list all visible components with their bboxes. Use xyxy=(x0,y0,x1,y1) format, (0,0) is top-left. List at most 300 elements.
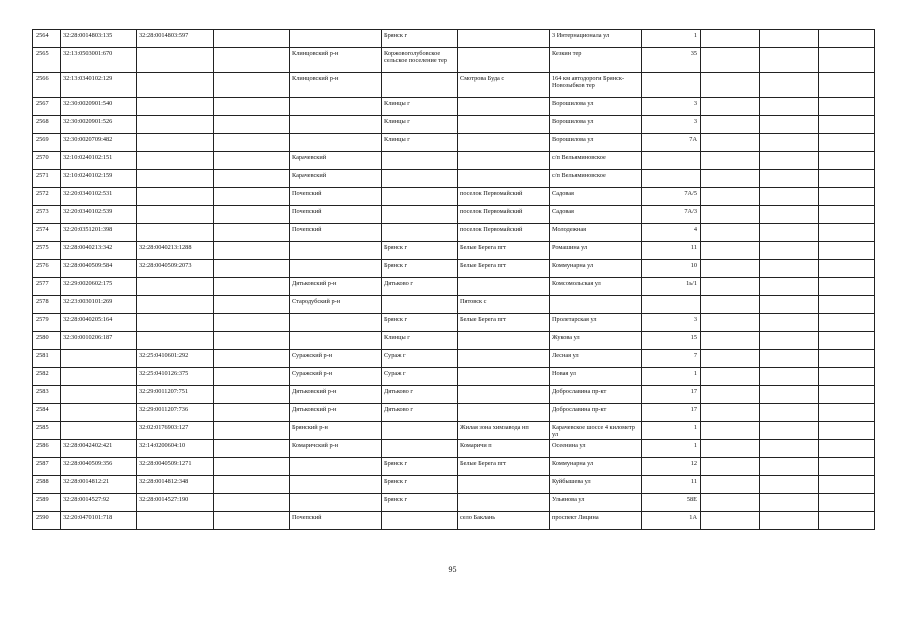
city-cell xyxy=(382,73,458,98)
table-row xyxy=(33,350,875,368)
district-cell xyxy=(290,332,382,350)
house-number xyxy=(642,170,701,188)
cadastral-number-2: 32:25:0410601:292 xyxy=(137,350,214,368)
cadastral-number-2 xyxy=(137,98,214,116)
cadastral-number-2 xyxy=(137,314,214,332)
empty-cell xyxy=(214,30,290,48)
house-number: 1А xyxy=(642,512,701,530)
district-cell: Карачевский xyxy=(290,170,382,188)
house-number: 17 xyxy=(642,386,701,404)
city-cell: Сураж г xyxy=(382,368,458,386)
empty-cell xyxy=(214,188,290,206)
document-sheet xyxy=(32,29,875,530)
empty-cell xyxy=(701,368,760,386)
empty-cell xyxy=(214,332,290,350)
empty-cell xyxy=(214,152,290,170)
cadastral-number: 32:30:0020901:540 xyxy=(61,98,137,116)
house-number: 7А/3 xyxy=(642,206,701,224)
empty-cell xyxy=(819,332,875,350)
empty-cell xyxy=(214,260,290,278)
empty-cell xyxy=(760,368,819,386)
cadastral-number: 32:13:0503001:670 xyxy=(61,48,137,73)
table-row xyxy=(33,278,875,296)
house-number: 35 xyxy=(642,48,701,73)
house-number: 7 xyxy=(642,350,701,368)
city-cell xyxy=(382,440,458,458)
house-number: 58Е xyxy=(642,494,701,512)
empty-cell xyxy=(701,512,760,530)
row-number: 2566 xyxy=(33,73,61,98)
empty-cell xyxy=(819,422,875,440)
row-number: 2588 xyxy=(33,476,61,494)
district-cell: Дятьковский р-н xyxy=(290,386,382,404)
cadastral-number: 32:30:0020901:526 xyxy=(61,116,137,134)
city-cell: Брянск г xyxy=(382,242,458,260)
district-cell: Карачевский xyxy=(290,152,382,170)
settlement-cell: Белые Берега пгт xyxy=(458,458,550,476)
house-number xyxy=(642,152,701,170)
empty-cell xyxy=(701,440,760,458)
cadastral-number-2: 32:14:0200604:10 xyxy=(137,440,214,458)
empty-cell xyxy=(701,30,760,48)
row-number: 2567 xyxy=(33,98,61,116)
city-cell xyxy=(382,224,458,242)
cadastral-number xyxy=(61,350,137,368)
district-cell: Почепский xyxy=(290,188,382,206)
street-cell: Ромашина ул xyxy=(550,242,642,260)
district-cell xyxy=(290,134,382,152)
row-number: 2573 xyxy=(33,206,61,224)
settlement-cell: поселок Первомайский xyxy=(458,188,550,206)
empty-cell xyxy=(819,30,875,48)
street-cell: Доброславина пр-кт xyxy=(550,386,642,404)
table-row xyxy=(33,98,875,116)
empty-cell xyxy=(760,314,819,332)
city-cell: Брянск г xyxy=(382,30,458,48)
row-number: 2572 xyxy=(33,188,61,206)
street-cell: Осеенина ул xyxy=(550,440,642,458)
empty-cell xyxy=(701,422,760,440)
house-number: 1 xyxy=(642,30,701,48)
house-number xyxy=(642,73,701,98)
street-cell: Молодежная xyxy=(550,224,642,242)
city-cell: Дятьково г xyxy=(382,404,458,422)
cadastral-number xyxy=(61,386,137,404)
table-row xyxy=(33,242,875,260)
table-row xyxy=(33,48,875,73)
empty-cell xyxy=(760,206,819,224)
house-number: 3 xyxy=(642,116,701,134)
empty-cell xyxy=(214,98,290,116)
table-row xyxy=(33,116,875,134)
district-cell xyxy=(290,116,382,134)
table-row xyxy=(33,30,875,48)
empty-cell xyxy=(760,296,819,314)
district-cell: Стародубский р-н xyxy=(290,296,382,314)
empty-cell xyxy=(214,458,290,476)
cadastral-number-2: 32:02:0176903:127 xyxy=(137,422,214,440)
row-number: 2576 xyxy=(33,260,61,278)
empty-cell xyxy=(760,260,819,278)
cadastral-number: 32:10:0240102:151 xyxy=(61,152,137,170)
street-cell: Карачевское шоссе 4 километр ул xyxy=(550,422,642,440)
house-number: 12 xyxy=(642,458,701,476)
empty-cell xyxy=(819,368,875,386)
empty-cell xyxy=(214,73,290,98)
city-cell: Дятьково г xyxy=(382,278,458,296)
cadastral-number: 32:20:0340102:539 xyxy=(61,206,137,224)
table-row xyxy=(33,296,875,314)
house-number: 3 xyxy=(642,98,701,116)
empty-cell xyxy=(214,134,290,152)
empty-cell xyxy=(214,314,290,332)
empty-cell xyxy=(701,494,760,512)
empty-cell xyxy=(819,242,875,260)
cadastral-number: 32:28:0040509:584 xyxy=(61,260,137,278)
empty-cell xyxy=(701,404,760,422)
street-cell: с/п Вельяминовское xyxy=(550,152,642,170)
row-number: 2569 xyxy=(33,134,61,152)
street-cell: Ворошилова ул xyxy=(550,134,642,152)
table-row xyxy=(33,386,875,404)
empty-cell xyxy=(819,386,875,404)
settlement-cell xyxy=(458,368,550,386)
district-cell: Почепский xyxy=(290,512,382,530)
empty-cell xyxy=(760,332,819,350)
city-cell xyxy=(382,206,458,224)
row-number: 2583 xyxy=(33,386,61,404)
settlement-cell: Белые Берега пгт xyxy=(458,314,550,332)
cadastral-number-2 xyxy=(137,152,214,170)
table-row xyxy=(33,260,875,278)
city-cell: Брянск г xyxy=(382,458,458,476)
empty-cell xyxy=(760,242,819,260)
settlement-cell xyxy=(458,134,550,152)
empty-cell xyxy=(701,476,760,494)
district-cell xyxy=(290,98,382,116)
empty-cell xyxy=(701,386,760,404)
table-row xyxy=(33,152,875,170)
settlement-cell xyxy=(458,404,550,422)
cadastral-number: 32:20:0340102:531 xyxy=(61,188,137,206)
cadastral-number xyxy=(61,368,137,386)
empty-cell xyxy=(214,48,290,73)
settlement-cell xyxy=(458,350,550,368)
table-row xyxy=(33,494,875,512)
cadastral-number-2 xyxy=(137,206,214,224)
cadastral-number-2: 32:28:0040509:1271 xyxy=(137,458,214,476)
street-cell: Куйбышева ул xyxy=(550,476,642,494)
cadastral-number-2 xyxy=(137,278,214,296)
district-cell: Суражский р-н xyxy=(290,368,382,386)
street-cell: Новая ул xyxy=(550,368,642,386)
settlement-cell xyxy=(458,116,550,134)
district-cell xyxy=(290,458,382,476)
cadastral-number: 32:30:0020709:482 xyxy=(61,134,137,152)
page-number: 95 xyxy=(448,565,457,574)
table-row xyxy=(33,440,875,458)
empty-cell xyxy=(701,134,760,152)
empty-cell xyxy=(819,224,875,242)
empty-cell xyxy=(701,73,760,98)
cadastral-number: 32:20:0470101:718 xyxy=(61,512,137,530)
city-cell xyxy=(382,170,458,188)
street-cell: Пролетарская ул xyxy=(550,314,642,332)
empty-cell xyxy=(214,296,290,314)
empty-cell xyxy=(819,73,875,98)
empty-cell xyxy=(214,224,290,242)
table-row xyxy=(33,314,875,332)
settlement-cell: Пятовск с xyxy=(458,296,550,314)
empty-cell xyxy=(819,170,875,188)
empty-cell xyxy=(760,98,819,116)
cadastral-number-2 xyxy=(137,512,214,530)
row-number: 2564 xyxy=(33,30,61,48)
empty-cell xyxy=(819,206,875,224)
registry-table xyxy=(32,29,875,530)
settlement-cell: Жилая зона химзавода нп xyxy=(458,422,550,440)
table-body xyxy=(33,30,875,530)
cadastral-number: 32:13:0340102:129 xyxy=(61,73,137,98)
empty-cell xyxy=(214,278,290,296)
empty-cell xyxy=(214,404,290,422)
house-number: 17 xyxy=(642,404,701,422)
settlement-cell: Белые Берега пгт xyxy=(458,242,550,260)
row-number: 2590 xyxy=(33,512,61,530)
cadastral-number-2: 32:29:0011207:751 xyxy=(137,386,214,404)
empty-cell xyxy=(819,458,875,476)
cadastral-number-2: 32:29:0011207:736 xyxy=(137,404,214,422)
street-cell: Комсомольская ул xyxy=(550,278,642,296)
cadastral-number: 32:30:0010206:187 xyxy=(61,332,137,350)
street-cell: Лесная ул xyxy=(550,350,642,368)
row-number: 2575 xyxy=(33,242,61,260)
cadastral-number-2 xyxy=(137,116,214,134)
empty-cell xyxy=(701,206,760,224)
empty-cell xyxy=(701,170,760,188)
street-cell: Коммунарна ул xyxy=(550,260,642,278)
cadastral-number-2 xyxy=(137,296,214,314)
cadastral-number-2 xyxy=(137,188,214,206)
street-cell xyxy=(550,296,642,314)
city-cell xyxy=(382,296,458,314)
street-cell: Ворошилова ул xyxy=(550,116,642,134)
street-cell: Доброславина пр-кт xyxy=(550,404,642,422)
city-cell xyxy=(382,188,458,206)
city-cell: Дятьково г xyxy=(382,386,458,404)
district-cell xyxy=(290,260,382,278)
district-cell: Клинцовский р-н xyxy=(290,48,382,73)
district-cell xyxy=(290,494,382,512)
settlement-cell xyxy=(458,494,550,512)
table-row xyxy=(33,134,875,152)
empty-cell xyxy=(701,242,760,260)
cadastral-number-2 xyxy=(137,224,214,242)
cadastral-number xyxy=(61,422,137,440)
cadastral-number: 32:28:0040213:342 xyxy=(61,242,137,260)
city-cell: Клинцы г xyxy=(382,116,458,134)
empty-cell xyxy=(819,278,875,296)
street-cell: Ульянова ул xyxy=(550,494,642,512)
empty-cell xyxy=(701,278,760,296)
city-cell: Клинцы г xyxy=(382,98,458,116)
district-cell: Суражский р-н xyxy=(290,350,382,368)
empty-cell xyxy=(214,242,290,260)
table-row xyxy=(33,458,875,476)
empty-cell xyxy=(760,224,819,242)
cadastral-number: 32:23:0030101:269 xyxy=(61,296,137,314)
empty-cell xyxy=(701,188,760,206)
empty-cell xyxy=(819,98,875,116)
empty-cell xyxy=(701,350,760,368)
table-row xyxy=(33,224,875,242)
cadastral-number xyxy=(61,404,137,422)
table-row xyxy=(33,206,875,224)
cadastral-number: 32:28:0014812:21 xyxy=(61,476,137,494)
house-number: 11 xyxy=(642,476,701,494)
district-cell: Брянский р-н xyxy=(290,422,382,440)
city-cell: Брянск г xyxy=(382,494,458,512)
street-cell: Садовая xyxy=(550,188,642,206)
table-row xyxy=(33,476,875,494)
cadastral-number: 32:29:0020602:175 xyxy=(61,278,137,296)
house-number: 11 xyxy=(642,242,701,260)
table-row xyxy=(33,368,875,386)
row-number: 2582 xyxy=(33,368,61,386)
empty-cell xyxy=(760,476,819,494)
table-row xyxy=(33,422,875,440)
cadastral-number-2: 32:28:0014812:348 xyxy=(137,476,214,494)
empty-cell xyxy=(819,260,875,278)
cadastral-number: 32:28:0014527:92 xyxy=(61,494,137,512)
district-cell xyxy=(290,30,382,48)
empty-cell xyxy=(214,170,290,188)
empty-cell xyxy=(214,440,290,458)
cadastral-number: 32:28:0040509:356 xyxy=(61,458,137,476)
cadastral-number-2 xyxy=(137,134,214,152)
empty-cell xyxy=(819,296,875,314)
empty-cell xyxy=(760,48,819,73)
house-number: 1 xyxy=(642,440,701,458)
table-row xyxy=(33,512,875,530)
row-number: 2589 xyxy=(33,494,61,512)
empty-cell xyxy=(701,314,760,332)
row-number: 2568 xyxy=(33,116,61,134)
cadastral-number: 32:10:0240102:159 xyxy=(61,170,137,188)
empty-cell xyxy=(760,73,819,98)
city-cell xyxy=(382,152,458,170)
empty-cell xyxy=(214,350,290,368)
house-number: 1 xyxy=(642,422,701,440)
empty-cell xyxy=(760,30,819,48)
settlement-cell: Комаричи п xyxy=(458,440,550,458)
settlement-cell xyxy=(458,30,550,48)
empty-cell xyxy=(760,458,819,476)
city-cell: Коржовоголубовское сельское поселение тер xyxy=(382,48,458,73)
district-cell: Дятьковский р-н xyxy=(290,404,382,422)
city-cell: Сураж г xyxy=(382,350,458,368)
table-row xyxy=(33,170,875,188)
row-number: 2577 xyxy=(33,278,61,296)
settlement-cell: Белые Берега пгт xyxy=(458,260,550,278)
empty-cell xyxy=(701,296,760,314)
settlement-cell xyxy=(458,152,550,170)
city-cell: Клинцы г xyxy=(382,332,458,350)
settlement-cell xyxy=(458,98,550,116)
empty-cell xyxy=(819,314,875,332)
cadastral-number-2 xyxy=(137,332,214,350)
cadastral-number-2: 32:28:0014803:597 xyxy=(137,30,214,48)
empty-cell xyxy=(760,404,819,422)
row-number: 2565 xyxy=(33,48,61,73)
empty-cell xyxy=(214,206,290,224)
empty-cell xyxy=(819,48,875,73)
settlement-cell: село Баклань xyxy=(458,512,550,530)
cadastral-number-2: 32:28:0040213:1288 xyxy=(137,242,214,260)
empty-cell xyxy=(760,422,819,440)
empty-cell xyxy=(819,350,875,368)
empty-cell xyxy=(819,188,875,206)
empty-cell xyxy=(701,332,760,350)
row-number: 2574 xyxy=(33,224,61,242)
cadastral-number: 32:28:0042402:421 xyxy=(61,440,137,458)
city-cell: Брянск г xyxy=(382,314,458,332)
empty-cell xyxy=(701,260,760,278)
empty-cell xyxy=(760,512,819,530)
empty-cell xyxy=(819,152,875,170)
empty-cell xyxy=(819,440,875,458)
district-cell xyxy=(290,476,382,494)
row-number: 2581 xyxy=(33,350,61,368)
settlement-cell: поселок Первомайский xyxy=(458,224,550,242)
empty-cell xyxy=(760,440,819,458)
empty-cell xyxy=(214,476,290,494)
city-cell: Клинцы г xyxy=(382,134,458,152)
empty-cell xyxy=(760,134,819,152)
empty-cell xyxy=(701,458,760,476)
row-number: 2571 xyxy=(33,170,61,188)
district-cell: Почепский xyxy=(290,224,382,242)
street-cell: Коммунарна ул xyxy=(550,458,642,476)
street-cell: 3 Интернационала ул xyxy=(550,30,642,48)
empty-cell xyxy=(760,278,819,296)
row-number: 2580 xyxy=(33,332,61,350)
house-number: 1 xyxy=(642,368,701,386)
table-row xyxy=(33,332,875,350)
empty-cell xyxy=(701,98,760,116)
district-cell: Дятьковский р-н xyxy=(290,278,382,296)
district-cell: Клинцовский р-н xyxy=(290,73,382,98)
cadastral-number-2: 32:28:0040509:2073 xyxy=(137,260,214,278)
row-number: 2584 xyxy=(33,404,61,422)
settlement-cell xyxy=(458,278,550,296)
empty-cell xyxy=(819,494,875,512)
house-number xyxy=(642,296,701,314)
city-cell xyxy=(382,422,458,440)
empty-cell xyxy=(819,476,875,494)
empty-cell xyxy=(701,116,760,134)
empty-cell xyxy=(819,404,875,422)
empty-cell xyxy=(760,386,819,404)
house-number: 1ь/1 xyxy=(642,278,701,296)
empty-cell xyxy=(760,116,819,134)
street-cell: 164 км автодороги Брянск-Новозыбков тер xyxy=(550,73,642,98)
cadastral-number-2 xyxy=(137,170,214,188)
settlement-cell xyxy=(458,48,550,73)
street-cell: Жукова ул xyxy=(550,332,642,350)
empty-cell xyxy=(214,386,290,404)
empty-cell xyxy=(760,350,819,368)
